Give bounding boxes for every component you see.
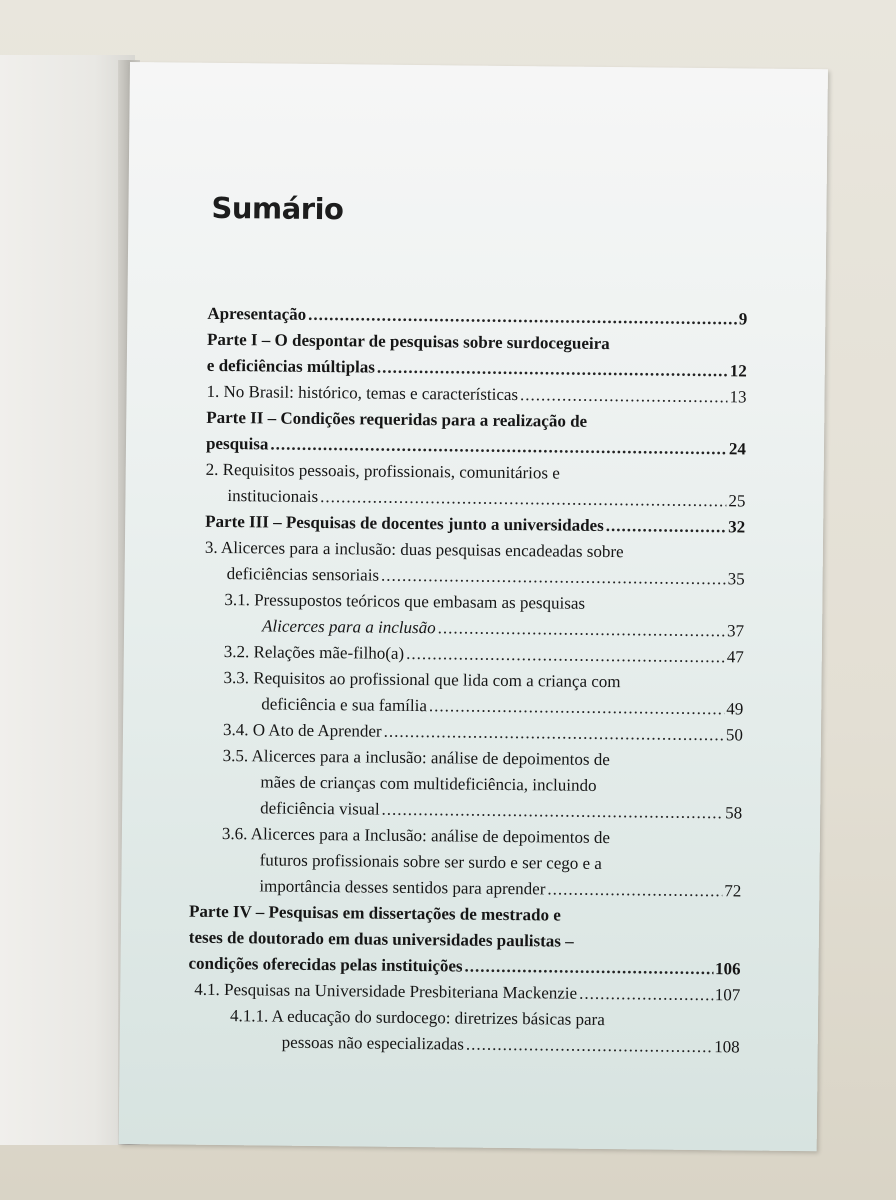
toc-page-number: 58 [725,803,743,823]
toc-entry-text: 3.6. Alicerces para a Inclusão: análise de depoimentos de [221,824,611,848]
toc-page-number: 35 [727,569,745,589]
toc-entry-section-3-5[interactable] [202,743,743,827]
toc-leader-dots [381,563,726,593]
toc-leader-dots [547,876,722,904]
toc-entry-text: teses de doutorado em duas universidades paulistas – [188,927,574,951]
toc-entry-text: importância desses sentidos para aprender [259,876,546,899]
toc-entry-chapter-3[interactable] [205,535,746,593]
toc-entry-section-3-1[interactable] [204,587,745,645]
toc-entry-text: Alicerces para a inclusão [262,616,436,638]
toc-page-number: 37 [726,621,745,641]
toc-leader-dots [438,615,726,644]
toc-entry-text: 4.1.1. A educação do surdocego: diretrizes básicas para [229,1006,605,1030]
toc-entry-text: Parte IV – Pesquisas em dissertações de mestrado e [189,901,561,925]
toc-page-number: 13 [729,387,747,407]
toc-page-number: 50 [725,725,744,745]
left-page [0,55,135,1145]
toc-leader-dots [520,382,728,410]
toc-entry-text: mães de crianças com multideficiência, incluindo [260,772,597,795]
toc-entry-text: deficiências sensoriais [226,564,380,585]
toc-entry-text: Parte II – Condições requeridas para a realização de [206,407,588,431]
toc-leader-dots [406,641,725,670]
toc-page-number: 72 [724,881,742,901]
toc-leader-dots [377,355,728,385]
toc-leader-dots [606,513,727,540]
toc-entry-parte-4[interactable] [188,899,741,983]
toc-page-number: 108 [714,1037,740,1057]
toc-leader-dots [579,981,713,1008]
toc-entry-section-4-1-1[interactable] [200,1003,741,1061]
toc-entry-text: 1. No Brasil: histórico, temas e características [206,381,519,405]
toc-page-number: 32 [728,517,746,537]
toc-entry-text: Parte I – O despontar de pesquisas sobre surdocegueira [207,329,610,354]
toc-leader-dots [384,719,725,749]
toc-entry-text: Apresentação [207,303,307,324]
toc-entry-text: 3.3. Requisitos ao profissional que lida com a criança com [223,668,621,692]
toc-leader-dots [429,693,725,722]
table-of-contents [188,301,748,1061]
toc-entry-text: institucionais [227,486,319,506]
toc-entry-text: deficiência visual [260,798,380,819]
toc-entry-text: condições oferecidas pelas instituições [188,953,463,976]
toc-entry-text: 3.4. O Ato de Aprender [222,720,382,741]
toc-page-number: 49 [726,699,744,719]
toc-page-number: 24 [728,439,747,459]
page-title: Sumário [211,190,344,227]
toc-entry-chapter-2[interactable] [205,457,746,515]
toc-page-number: 106 [714,959,741,979]
toc-entry-text: 3.5. Alicerces para a inclusão: análise de depoimentos de [222,746,610,770]
toc-leader-dots [464,954,713,983]
book-page [119,62,828,1151]
toc-entry-text: 3. Alicerces para a inclusão: duas pesquisas encadeadas sobre [204,537,624,562]
toc-leader-dots [381,797,723,827]
toc-entry-text: Parte III – Pesquisas de docentes junto a universidades [205,511,604,535]
toc-entry-text: 4.1. Pesquisas na Universidade Presbiteriana Mackenzie [194,979,578,1003]
toc-entry-text: pessoas não especializadas [281,1032,465,1054]
toc-entry-text: futuros profissionais sobre ser surdo e ser cego e a [259,850,603,873]
toc-entry-text: e deficiências múltiplas [206,355,376,377]
toc-entry-section-3-3[interactable] [203,665,744,723]
toc-entry-text: pesquisa [205,433,269,454]
toc-page-number: 12 [729,361,747,381]
toc-entry-section-3-6[interactable] [201,821,742,905]
toc-page-number: 47 [726,647,744,667]
toc-page-number: 107 [714,985,741,1005]
toc-entry-parte-1[interactable] [207,327,748,385]
toc-entry-text: 2. Requisitos pessoais, profissionais, comunitários e [205,459,560,483]
toc-page-number: 9 [738,309,748,329]
toc-entry-text: 3.1. Pressupostos teóricos que embasam as pesquisas [224,590,586,613]
toc-entry-text: deficiência e sua família [261,694,428,716]
toc-entry-text: 3.2. Relações mãe-filho(a) [223,642,405,663]
toc-entry-parte-2[interactable] [206,405,747,463]
toc-page-number: 25 [728,491,746,511]
toc-leader-dots [466,1032,713,1061]
